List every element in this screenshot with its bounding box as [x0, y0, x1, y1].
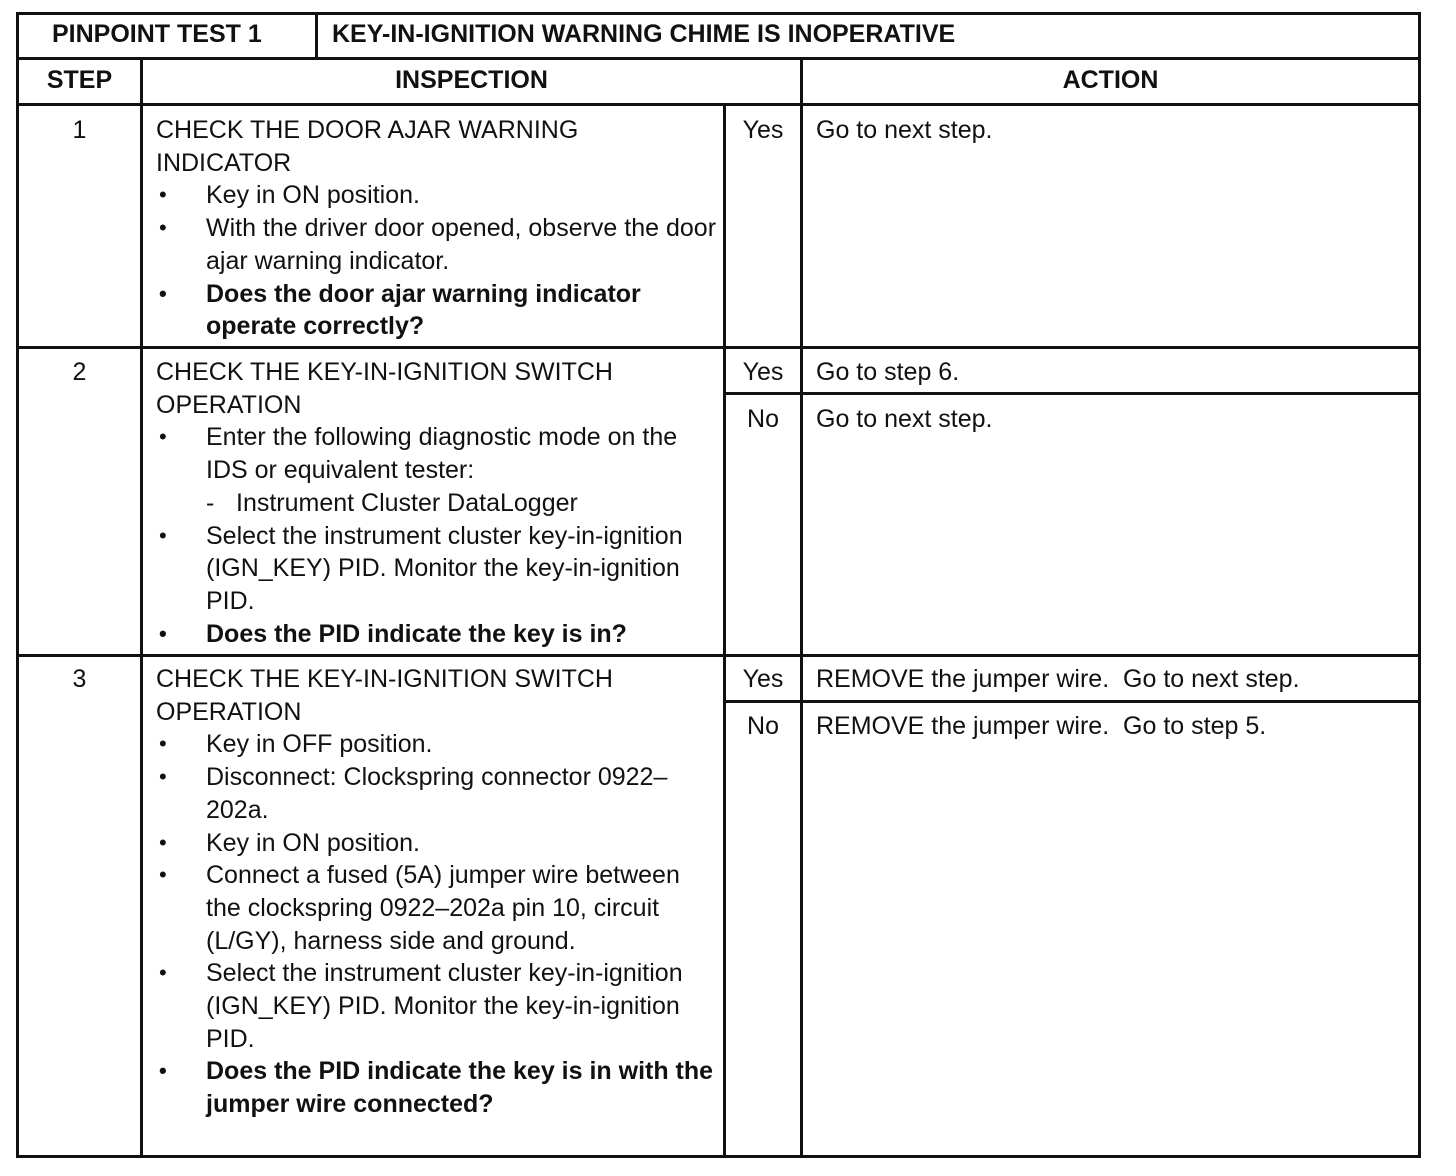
test-title: KEY-IN-IGNITION WARNING CHIME IS INOPERATIVE: [332, 20, 956, 48]
yes-label: Yes: [742, 116, 784, 144]
step-title-line: OPERATION: [156, 390, 302, 419]
rule-title-divider: [315, 12, 318, 60]
action-text: REMOVE the jumper wire. Go to step 5.: [816, 712, 1267, 740]
inspection-bullet: • Disconnect: Clockspring connector 0922–202a.: [156, 761, 721, 826]
inspection-list: [156, 520, 721, 651]
dash-marker: -: [206, 488, 215, 517]
rule-step-divider: [140, 57, 143, 1158]
rule-title-bottom: [16, 57, 1421, 60]
rule-top: [16, 12, 1421, 15]
diagnostic-mode-name: Instrument Cluster DataLogger: [236, 488, 578, 517]
action-text: Go to next step.: [816, 116, 993, 144]
inspection-bullet: • With the driver door opened, observe the door ajar warning indicator.: [156, 212, 721, 277]
rule-row3-yes-bottom: [723, 700, 1421, 703]
rule-action-divider: [800, 57, 803, 1158]
step-number: 3: [72, 665, 87, 693]
rule-left: [16, 12, 19, 1158]
inspection-bullet: • Connect a fused (5A) jumper wire between the clockspring 0922–202a pin 10, circuit (L/GY), harness side and ground.: [156, 859, 721, 957]
rule-yesno-divider: [723, 103, 726, 1158]
inspection-question: • Does the door ajar warning indicator operate correctly?: [156, 278, 721, 343]
yes-label: Yes: [742, 358, 784, 386]
step-title-line: CHECK THE KEY-IN-IGNITION SWITCH: [156, 358, 613, 386]
step-title-line: OPERATION: [156, 697, 302, 726]
rule-header-bottom: [16, 103, 1421, 106]
no-label: No: [747, 712, 779, 740]
no-label: No: [747, 405, 779, 433]
inspection-bullet: • Select the instrument cluster key-in-ignition (IGN_KEY) PID. Monitor the key-in-ignition PID.: [156, 520, 721, 618]
inspection-list: [156, 728, 721, 1120]
column-header-action: ACTION: [1062, 66, 1159, 94]
inspection-question: • Does the PID indicate the key is in?: [156, 618, 721, 651]
inspection-cell-step-2: [156, 356, 721, 650]
step-title-line: INDICATOR: [156, 148, 292, 177]
inspection-bullet: • Enter the following diagnostic mode on the IDS or equivalent tester:: [156, 421, 721, 486]
inspection-bullet: • Select the instrument cluster key-in-ignition (IGN_KEY) PID. Monitor the key-in-ignition PID.: [156, 957, 721, 1055]
inspection-cell-step-1: [156, 114, 721, 343]
column-header-inspection: INSPECTION: [395, 66, 548, 94]
rule-bottom: [16, 1155, 1421, 1158]
test-label: PINPOINT TEST 1: [52, 20, 262, 48]
step-title-line: CHECK THE KEY-IN-IGNITION SWITCH: [156, 665, 613, 693]
inspection-question: • Does the PID indicate the key is in with the jumper wire connected?: [156, 1055, 721, 1120]
column-header-step: STEP: [46, 66, 113, 94]
step-title-line: CHECK THE DOOR AJAR WARNING: [156, 116, 579, 144]
yes-label: Yes: [742, 665, 784, 693]
rule-row2-yes-bottom: [723, 392, 1421, 395]
action-text: REMOVE the jumper wire. Go to next step.: [816, 665, 1300, 693]
action-text: Go to step 6.: [816, 358, 960, 386]
rule-right: [1418, 12, 1421, 1158]
inspection-list: [156, 179, 721, 343]
step-number: 2: [72, 358, 87, 386]
inspection-cell-step-3: [156, 663, 721, 1121]
action-text: Go to next step.: [816, 405, 993, 433]
inspection-bullet: • Key in OFF position.: [156, 728, 721, 761]
inspection-bullet: • Key in ON position.: [156, 827, 721, 860]
step-number: 1: [72, 116, 87, 144]
rule-row1-bottom: [16, 346, 1421, 349]
inspection-list: [156, 421, 721, 486]
diagnostic-mode-item: [156, 487, 721, 520]
rule-row2-bottom: [16, 654, 1421, 657]
inspection-bullet: • Key in ON position.: [156, 179, 721, 212]
